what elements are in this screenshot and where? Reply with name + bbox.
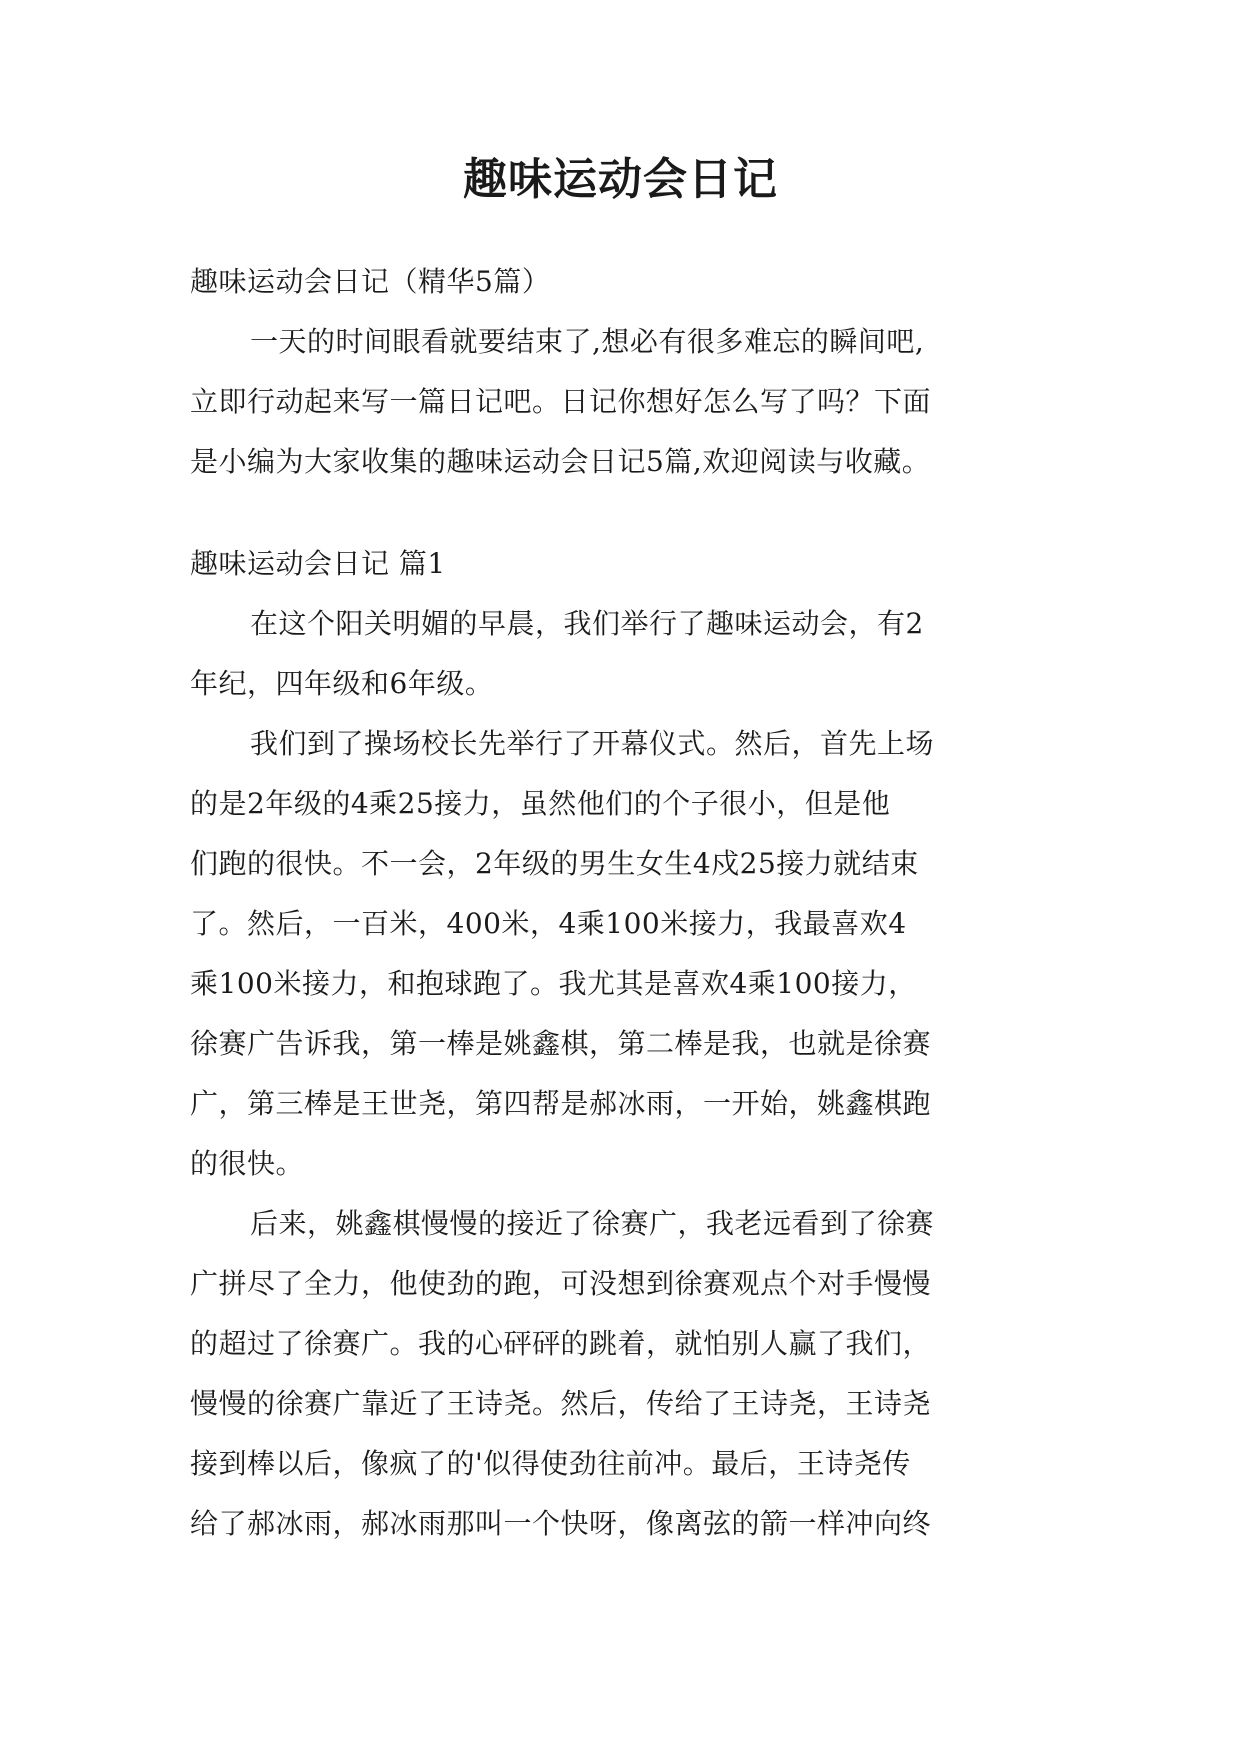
article-1-paragraph-2-line-8: 的很快。 <box>190 1147 305 1180</box>
article-1-paragraph-3-line-6: 给了郝冰雨，郝冰雨那叫一个快呀，像离弦的箭一样冲向终 <box>190 1507 932 1540</box>
document-title: 趣味运动会日记 <box>463 154 778 205</box>
intro-line-2: 立即行动起来写一篇日记吧。日记你想好怎么写了吗？下面 <box>190 385 932 418</box>
article-1-paragraph-2-line-2: 的是2年级的4乘25接力，虽然他们的个子很小，但是他 <box>190 787 891 820</box>
intro-heading: 趣味运动会日记（精华5篇） <box>190 265 551 298</box>
article-1-paragraph-2-line-5: 乘100米接力，和抱球跑了。我尤其是喜欢4乘100接力， <box>190 967 917 1000</box>
article-1-paragraph-2-line-6: 徐赛广告诉我，第一棒是姚鑫棋，第二棒是我，也就是徐赛 <box>190 1027 932 1060</box>
article-1-paragraph-2-line-4: 了。然后，一百米，400米，4乘100米接力，我最喜欢4 <box>190 907 907 940</box>
article-1-paragraph-2-line-1: 我们到了操场校长先举行了开幕仪式。然后，首先上场 <box>250 727 935 760</box>
article-1-paragraph-3-line-2: 广拼尽了全力，他使劲的跑，可没想到徐赛观点个对手慢慢 <box>190 1267 932 1300</box>
intro-line-3: 是小编为大家收集的趣味运动会日记5篇,欢迎阅读与收藏。 <box>190 445 931 478</box>
article-1-paragraph-2-line-7: 广，第三棒是王世尧，第四帮是郝冰雨，一开始，姚鑫棋跑 <box>190 1087 932 1120</box>
article-1-paragraph-3-line-3: 的超过了徐赛广。我的心砰砰的跳着，就怕别人赢了我们， <box>190 1327 932 1360</box>
article-1-paragraph-3-line-1: 后来，姚鑫棋慢慢的接近了徐赛广，我老远看到了徐赛 <box>250 1207 935 1240</box>
article-1-paragraph-1-line-2: 年纪，四年级和6年级。 <box>190 667 494 700</box>
article-1-heading: 趣味运动会日记 篇1 <box>190 547 446 580</box>
article-1-paragraph-3-line-5: 接到棒以后，像疯了的'似得使劲往前冲。最后，王诗尧传 <box>190 1447 911 1480</box>
article-1-paragraph-2-line-3: 们跑的很快。不一会，2年级的男生女生4戍25接力就结束 <box>190 847 919 880</box>
intro-line-1: 一天的时间眼看就要结束了,想必有很多难忘的瞬间吧, <box>250 325 925 358</box>
article-1-paragraph-3-line-4: 慢慢的徐赛广靠近了王诗尧。然后，传给了王诗尧，王诗尧 <box>190 1387 932 1420</box>
article-1-paragraph-1-line-1: 在这个阳关明媚的早晨，我们举行了趣味运动会，有2 <box>250 607 924 640</box>
